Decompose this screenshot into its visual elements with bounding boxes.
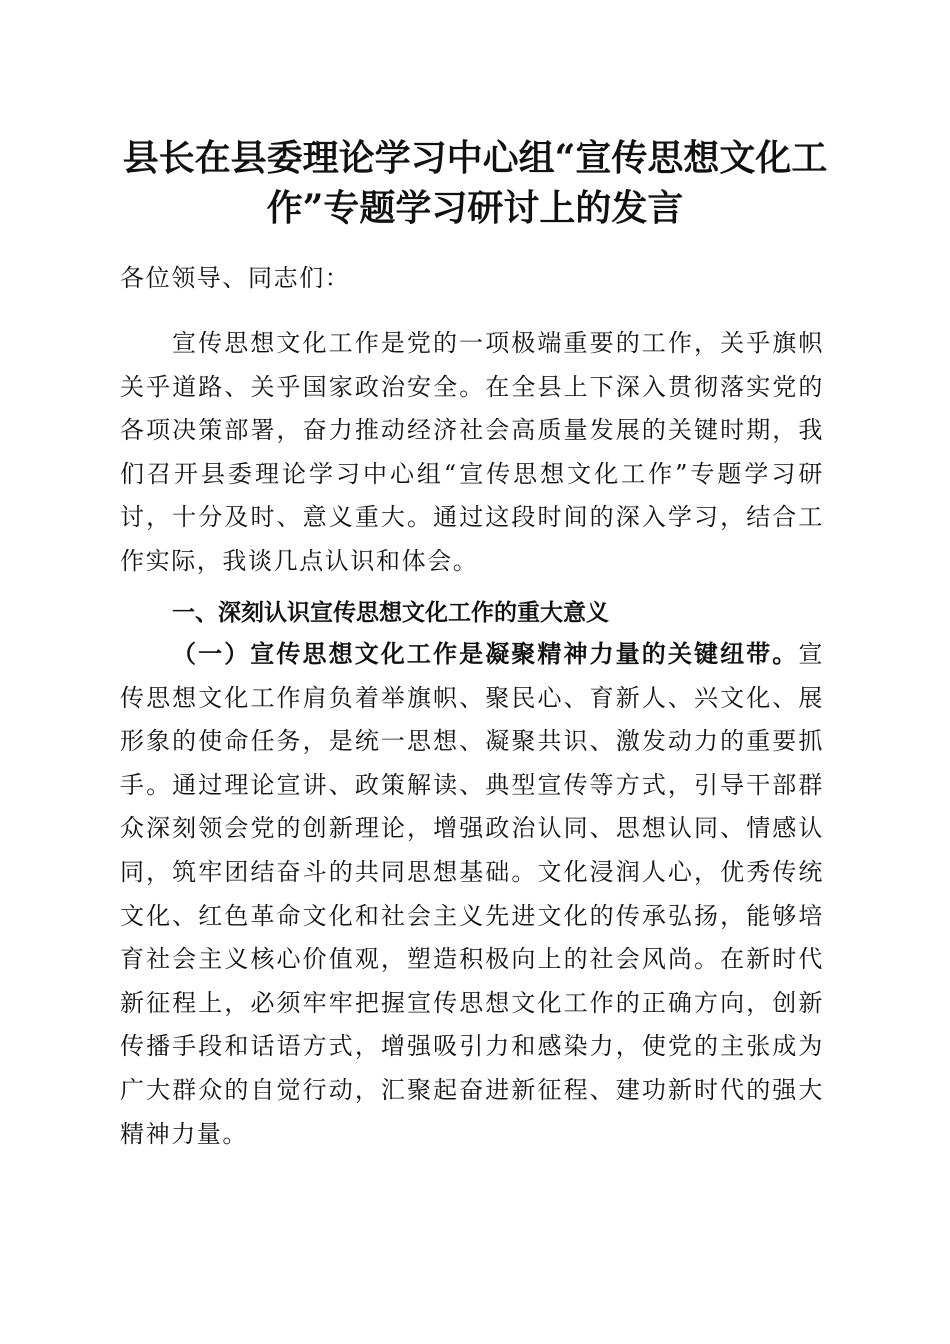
subsection-heading-1: （一）宣传思想文化工作是凝聚精神力量的关键纽带。 <box>172 639 799 668</box>
document-title-line-1: 县长在县委理论学习中心组“宣传思想文化工 <box>122 137 828 179</box>
paragraph-intro: 宣传思想文化工作是党的一项极端重要的工作，关乎旗帜关乎道路、关乎国家政治安全。在全县上下深入贯彻落实党的各项决策部署，奋力推动经济社会高质量发展的关键时期，我们召开县委理论学习中心组“宣传思想文化工作”专题学习研讨，十分及时、意义重大。通过这段时间的深入学习，结合工作实际，我谈几点认识和体会。 <box>120 329 824 575</box>
document-title-line-2: 作”专题学习研讨上的发言 <box>266 187 684 229</box>
paragraph-section-1-1-body: 宣传思想文化工作肩负着举旗帜、聚民心、育新人、兴文化、展形象的使命任务，是统一思想、凝聚共识、激发动力的重要抓手。通过理论宣讲、政策解读、典型宣传等方式，引导干部群众深刻领会党的创新理论，增强政治认同、思想认同、情感认同，筑牢团结奋斗的共同思想基础。文化浸润人心，优秀传统文化、红色革命文化和社会主义先进文化的传承弘扬，能够培育社会主义核心价值观，塑造积极向上的社会风尚。在新时代新征程上，必须牢牢把握宣传思想文化工作的正确方向，创新传播手段和话语方式，增强吸引力和感染力，使党的主张成为广大群众的自觉行动，汇聚起奋进新征程、建功新时代的强大精神力量。 <box>120 640 824 1148</box>
paragraph-section-1-1 <box>120 632 824 1156</box>
section-heading-1: 一、深刻认识宣传思想文化工作的重大意义 <box>172 600 609 626</box>
salutation: 各位领导、同志们： <box>120 264 351 292</box>
